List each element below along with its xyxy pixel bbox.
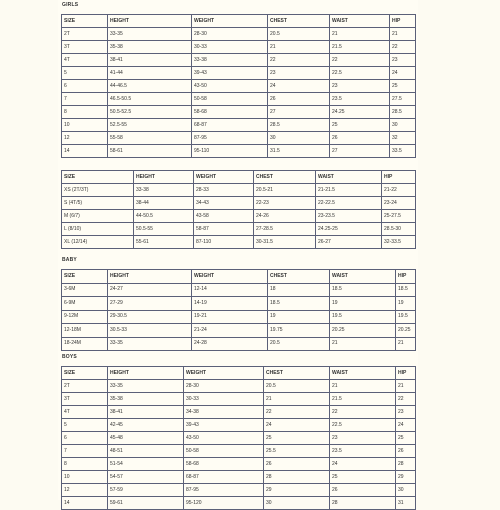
table-cell: 26 [330, 132, 390, 145]
table-cell: 26 [396, 445, 416, 458]
table-cell: 25 [330, 471, 396, 484]
table-cell: 27-29 [108, 297, 192, 311]
table-cell: 28.5 [390, 106, 416, 119]
column-header: HIP [382, 171, 416, 184]
table-cell: 22 [330, 406, 396, 419]
table-cell: 32 [390, 132, 416, 145]
table-cell: 58-68 [184, 458, 264, 471]
table-cell: 95-110 [192, 145, 268, 158]
column-header: WAIST [316, 171, 382, 184]
table-row [62, 197, 416, 210]
table-cell: 24 [390, 67, 416, 80]
size-table-girls [61, 14, 416, 158]
table-cell: 26 [330, 484, 396, 497]
table-row [62, 106, 416, 119]
table-cell: 39-43 [184, 419, 264, 432]
size-table-baby [61, 269, 416, 351]
column-header: WAIST [330, 15, 390, 28]
table-cell: 14-19 [192, 297, 268, 311]
table-cell: 21 [390, 28, 416, 41]
table-cell: 3T [62, 41, 108, 54]
column-header: WEIGHT [194, 171, 254, 184]
table-cell: 19.5 [330, 310, 396, 324]
column-header: SIZE [62, 270, 108, 284]
table-cell: XL (12/14) [62, 236, 134, 249]
table-row [62, 471, 416, 484]
table-cell: 68-87 [192, 119, 268, 132]
table-cell: 2T [62, 380, 108, 393]
table-cell: 8 [62, 106, 108, 119]
table-cell: 46.5-50.5 [108, 93, 192, 106]
table-cell: 6-9M [62, 297, 108, 311]
table-row [62, 223, 416, 236]
size-table-letter-sizes [61, 170, 416, 249]
table-cell: M (6/7) [62, 210, 134, 223]
table-cell: 50-58 [184, 445, 264, 458]
table-cell: 50.5-55 [134, 223, 194, 236]
table-cell: S (4T/5) [62, 197, 134, 210]
table-cell: 22 [396, 393, 416, 406]
table-cell: 44-50.5 [134, 210, 194, 223]
section-title-girls: GIRLS [62, 2, 79, 8]
table-cell: 28 [396, 458, 416, 471]
column-header: HEIGHT [108, 270, 192, 284]
table-cell: 5 [62, 67, 108, 80]
table-header-row [62, 367, 416, 380]
table-cell: 14 [62, 145, 108, 158]
table-cell: 24 [264, 419, 330, 432]
table-cell: 28-33 [194, 184, 254, 197]
table-cell: 25 [264, 432, 330, 445]
table-cell: 5 [62, 419, 108, 432]
table-row [62, 145, 416, 158]
column-header: WEIGHT [192, 270, 268, 284]
table-row [62, 497, 416, 510]
table-cell: 57-59 [108, 484, 184, 497]
table-row [62, 28, 416, 41]
table-cell: 58-87 [194, 223, 254, 236]
table-cell: 33-35 [108, 337, 192, 351]
table-cell: 2T [62, 28, 108, 41]
table-cell: 22 [264, 406, 330, 419]
table-cell: 25 [396, 432, 416, 445]
table-cell: 10 [62, 119, 108, 132]
table-cell: 21.5 [330, 41, 390, 54]
table-cell: 24-26 [254, 210, 316, 223]
table-cell: 30 [268, 132, 330, 145]
table-cell: 32-33.5 [382, 236, 416, 249]
table-row [62, 393, 416, 406]
table-cell: XS (2T/3T) [62, 184, 134, 197]
table-cell: 30-33 [184, 393, 264, 406]
table-cell: 10 [62, 471, 108, 484]
table-row [62, 67, 416, 80]
table-cell: 6 [62, 432, 108, 445]
column-header: WEIGHT [192, 15, 268, 28]
table-cell: 6 [62, 80, 108, 93]
table-cell: 21-22 [382, 184, 416, 197]
table-cell: 12 [62, 484, 108, 497]
table-cell: 30.5-33 [108, 324, 192, 338]
table-cell: 20.25 [330, 324, 396, 338]
table-cell: 18 [268, 283, 330, 297]
table-cell: 19 [330, 297, 396, 311]
table-cell: 22 [268, 54, 330, 67]
column-header: HIP [390, 15, 416, 28]
column-header: HIP [396, 270, 416, 284]
column-header: WEIGHT [184, 367, 264, 380]
table-cell: 23-24 [382, 197, 416, 210]
table-cell: 9-12M [62, 310, 108, 324]
table-cell: 3T [62, 393, 108, 406]
table-cell: 24.25 [330, 106, 390, 119]
table-cell: 38-44 [134, 197, 194, 210]
table-cell: 27.5 [390, 93, 416, 106]
table-cell: 35-38 [108, 393, 184, 406]
column-header: HEIGHT [108, 367, 184, 380]
table-cell: 21-24 [192, 324, 268, 338]
table-cell: 58-68 [192, 106, 268, 119]
table-cell: 24 [396, 419, 416, 432]
column-header: SIZE [62, 367, 108, 380]
table-cell: 43-50 [184, 432, 264, 445]
table-cell: 50.5-52.5 [108, 106, 192, 119]
table-cell: 20.5 [268, 337, 330, 351]
table-row [62, 236, 416, 249]
table-row [62, 184, 416, 197]
table-cell: 22-23 [254, 197, 316, 210]
table-cell: 30 [264, 497, 330, 510]
table-cell: 29 [396, 471, 416, 484]
table-row [62, 132, 416, 145]
column-header: WAIST [330, 367, 396, 380]
table-cell: 41-44 [108, 67, 192, 80]
table-cell: 19-21 [192, 310, 268, 324]
table-cell: 87-110 [194, 236, 254, 249]
size-table-boys [61, 366, 416, 510]
table-cell: 23-23.5 [316, 210, 382, 223]
table-cell: 30 [390, 119, 416, 132]
table-cell: 12-18M [62, 324, 108, 338]
table-cell: 35-38 [108, 41, 192, 54]
section-title-boys: BOYS [62, 354, 77, 360]
table-cell: 18.5 [268, 297, 330, 311]
table-cell: 30 [396, 484, 416, 497]
table-cell: 33-35 [108, 28, 192, 41]
table-cell: 28.5-30 [382, 223, 416, 236]
table-row [62, 210, 416, 223]
table-cell: 51-54 [108, 458, 184, 471]
table-row [62, 93, 416, 106]
table-row [62, 406, 416, 419]
table-cell: 4T [62, 54, 108, 67]
table-cell: 21 [396, 380, 416, 393]
table-cell: 50-58 [192, 93, 268, 106]
column-header: SIZE [62, 15, 108, 28]
table-cell: 22-22.5 [316, 197, 382, 210]
table-row [62, 337, 416, 351]
table-cell: 18.5 [330, 283, 396, 297]
table-cell: 43-50 [192, 80, 268, 93]
table-cell: 4T [62, 406, 108, 419]
table-cell: 21 [396, 337, 416, 351]
table-cell: 30-33 [192, 41, 268, 54]
table-cell: 95-120 [184, 497, 264, 510]
table-row [62, 119, 416, 132]
table-cell: 23.5 [330, 93, 390, 106]
table-cell: 26 [264, 458, 330, 471]
column-header: CHEST [268, 270, 330, 284]
table-header-row [62, 171, 416, 184]
table-cell: 33-38 [134, 184, 194, 197]
table-cell: 28.5 [268, 119, 330, 132]
table-row [62, 484, 416, 497]
table-cell: 43-58 [194, 210, 254, 223]
table-cell: 23 [268, 67, 330, 80]
column-header: WAIST [330, 270, 396, 284]
table-cell: 59-61 [108, 497, 184, 510]
table-cell: 31 [396, 497, 416, 510]
table-cell: 22 [390, 41, 416, 54]
table-cell: 7 [62, 93, 108, 106]
table-cell: 3-6M [62, 283, 108, 297]
column-header: SIZE [62, 171, 134, 184]
table-cell: 23 [330, 80, 390, 93]
table-header-row [62, 15, 416, 28]
table-cell: 21 [330, 337, 396, 351]
table-cell: 55-58 [108, 132, 192, 145]
table-cell: 21 [268, 41, 330, 54]
table-cell: 7 [62, 445, 108, 458]
table-cell: 48-51 [108, 445, 184, 458]
table-cell: 24 [330, 458, 396, 471]
size-chart-sheet [58, 0, 418, 506]
table-cell: 23 [330, 432, 396, 445]
table-cell: 21-21.5 [316, 184, 382, 197]
table-cell: 23.5 [330, 445, 396, 458]
table-cell: 21 [330, 380, 396, 393]
table-row [62, 41, 416, 54]
table-cell: L (8/10) [62, 223, 134, 236]
table-cell: 33-38 [192, 54, 268, 67]
table-cell: 22.5 [330, 419, 396, 432]
table-cell: 20.25 [396, 324, 416, 338]
table-cell: 12-14 [192, 283, 268, 297]
table-cell: 34-38 [184, 406, 264, 419]
table-cell: 28-30 [184, 380, 264, 393]
table-cell: 34-43 [194, 197, 254, 210]
table-cell: 31.5 [268, 145, 330, 158]
table-cell: 87-95 [192, 132, 268, 145]
column-header: CHEST [264, 367, 330, 380]
table-row [62, 80, 416, 93]
table-row [62, 419, 416, 432]
table-row [62, 458, 416, 471]
table-cell: 8 [62, 458, 108, 471]
table-cell: 38-41 [108, 406, 184, 419]
column-header: CHEST [268, 15, 330, 28]
table-cell: 38-41 [108, 54, 192, 67]
table-cell: 33.5 [390, 145, 416, 158]
table-cell: 29 [264, 484, 330, 497]
table-cell: 21 [330, 28, 390, 41]
table-cell: 20.5-21 [254, 184, 316, 197]
table-cell: 25 [390, 80, 416, 93]
table-cell: 45-48 [108, 432, 184, 445]
table-cell: 22 [330, 54, 390, 67]
table-row [62, 380, 416, 393]
table-cell: 87-95 [184, 484, 264, 497]
table-cell: 25-27.5 [382, 210, 416, 223]
table-cell: 24-27 [108, 283, 192, 297]
table-cell: 14 [62, 497, 108, 510]
table-cell: 29-30.5 [108, 310, 192, 324]
table-cell: 23 [396, 406, 416, 419]
table-cell: 68-87 [184, 471, 264, 484]
table-cell: 28-30 [192, 28, 268, 41]
table-cell: 23 [390, 54, 416, 67]
table-cell: 20.5 [264, 380, 330, 393]
table-cell: 19 [396, 297, 416, 311]
column-header: CHEST [254, 171, 316, 184]
table-row [62, 324, 416, 338]
table-row [62, 297, 416, 311]
table-cell: 54-57 [108, 471, 184, 484]
column-header: HEIGHT [108, 15, 192, 28]
table-cell: 24.25-25 [316, 223, 382, 236]
table-cell: 27 [268, 106, 330, 119]
table-cell: 42-45 [108, 419, 184, 432]
table-row [62, 432, 416, 445]
table-row [62, 310, 416, 324]
table-cell: 19.5 [396, 310, 416, 324]
table-cell: 27-28.5 [254, 223, 316, 236]
table-cell: 52.5-55 [108, 119, 192, 132]
table-cell: 25.5 [264, 445, 330, 458]
table-cell: 26-27 [316, 236, 382, 249]
table-cell: 24-28 [192, 337, 268, 351]
table-cell: 21 [264, 393, 330, 406]
table-cell: 22.5 [330, 67, 390, 80]
table-cell: 55-61 [134, 236, 194, 249]
table-cell: 33-35 [108, 380, 184, 393]
table-cell: 18-24M [62, 337, 108, 351]
table-cell: 21.5 [330, 393, 396, 406]
table-cell: 25 [330, 119, 390, 132]
column-header: HEIGHT [134, 171, 194, 184]
table-cell: 58-61 [108, 145, 192, 158]
table-row [62, 283, 416, 297]
section-title-baby: BABY [62, 257, 77, 263]
table-cell: 26 [268, 93, 330, 106]
column-header: HIP [396, 367, 416, 380]
table-cell: 27 [330, 145, 390, 158]
table-cell: 18.5 [396, 283, 416, 297]
table-cell: 20.5 [268, 28, 330, 41]
table-cell: 30-31.5 [254, 236, 316, 249]
table-row [62, 54, 416, 67]
table-cell: 44-46.5 [108, 80, 192, 93]
table-cell: 24 [268, 80, 330, 93]
table-cell: 19.75 [268, 324, 330, 338]
table-cell: 39-43 [192, 67, 268, 80]
table-row [62, 445, 416, 458]
table-header-row [62, 270, 416, 284]
table-cell: 28 [330, 497, 396, 510]
table-cell: 19 [268, 310, 330, 324]
table-cell: 12 [62, 132, 108, 145]
table-cell: 28 [264, 471, 330, 484]
